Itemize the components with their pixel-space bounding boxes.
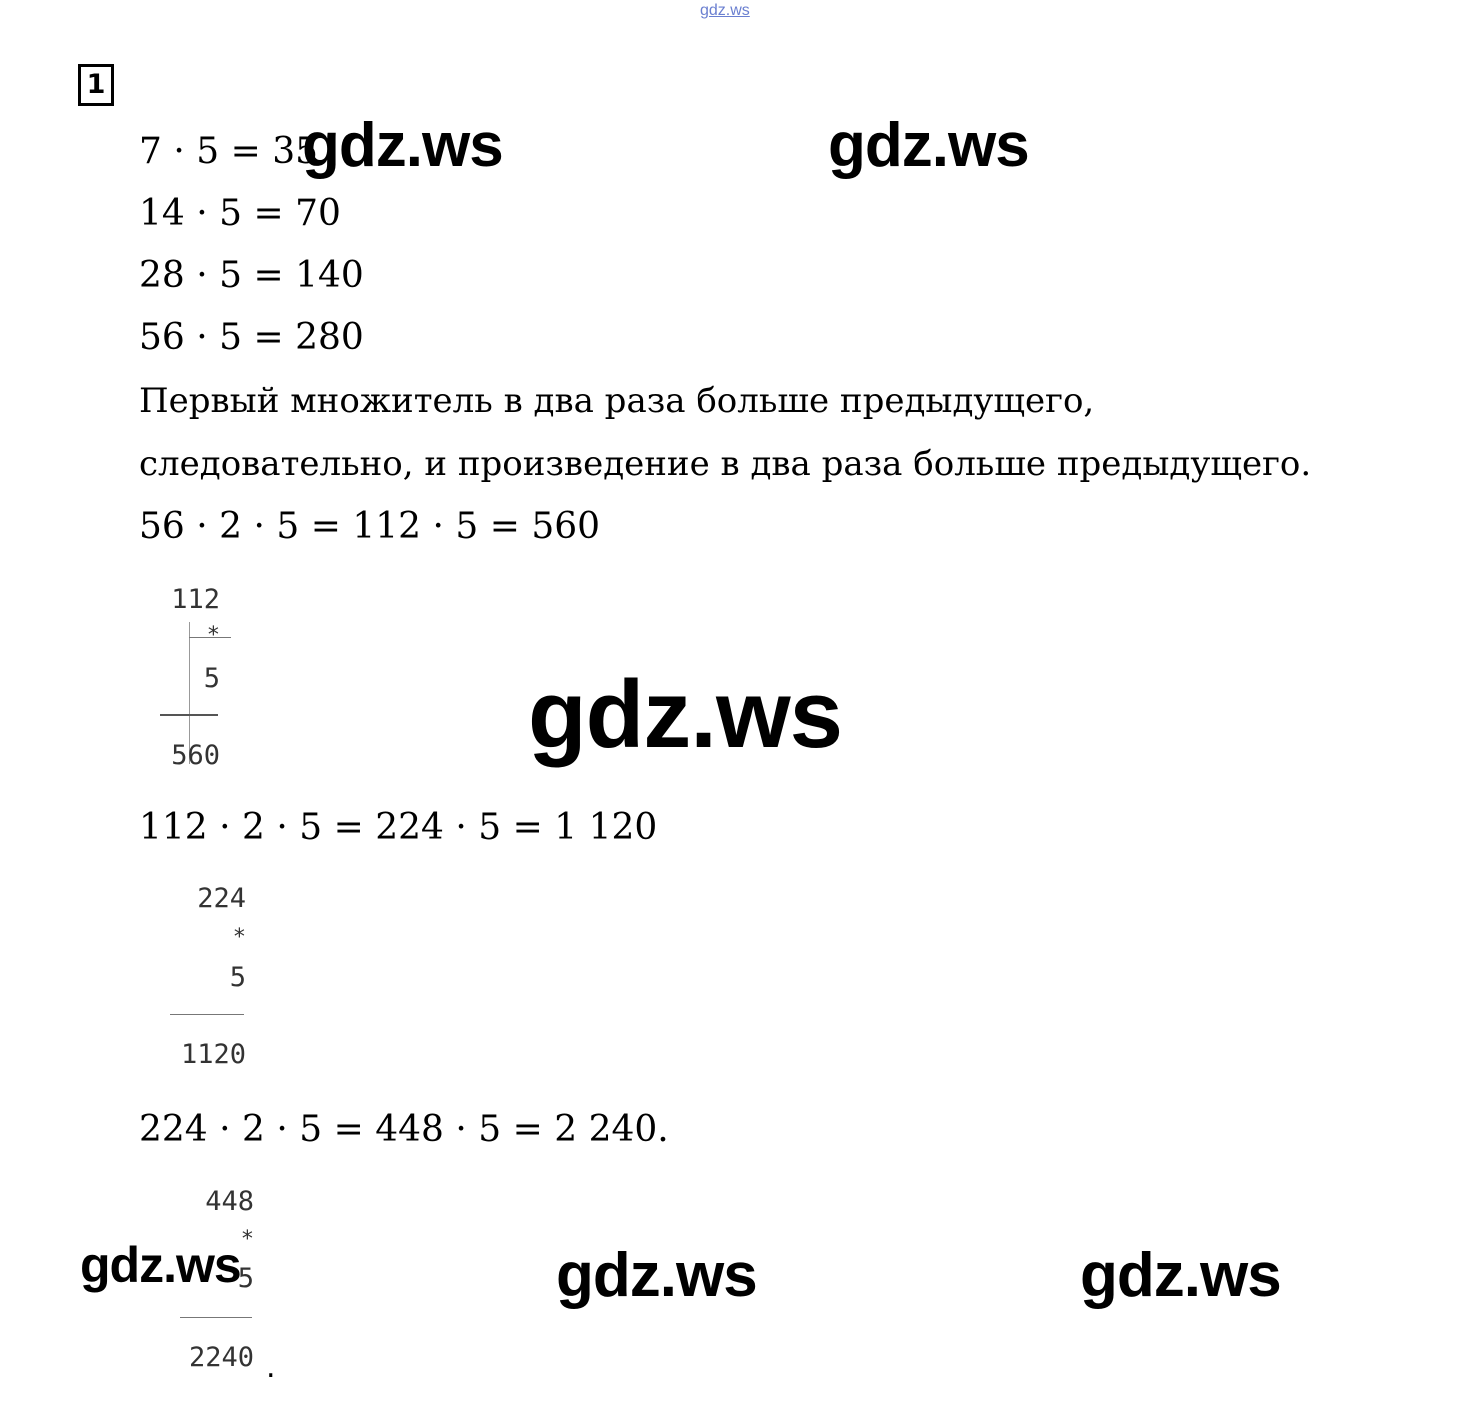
col3-divider bbox=[180, 1317, 252, 1318]
step-3-equation: 224 · 2 · 5 = 448 · 5 = 2 240. bbox=[139, 1109, 669, 1150]
watermark: gdz.ws bbox=[302, 111, 503, 180]
watermark: gdz.ws bbox=[828, 111, 1029, 180]
col3-top: 448 bbox=[205, 1186, 254, 1217]
top-watermark-link[interactable]: gdz.ws bbox=[700, 2, 750, 19]
col2-result: 1120 bbox=[180, 1039, 246, 1070]
explanation-line-2: следовательно, и произведение в два раза больше предыдущего. bbox=[139, 444, 1312, 484]
col3-end-period: . bbox=[266, 1350, 276, 1385]
watermark: gdz.ws bbox=[1080, 1241, 1281, 1310]
col2-bottom: 5 bbox=[229, 962, 246, 993]
col1-divider bbox=[160, 714, 218, 716]
col3-bottom: 5 bbox=[237, 1263, 254, 1294]
col3-result: 2240 bbox=[188, 1342, 254, 1373]
watermark: gdz.ws bbox=[528, 661, 843, 768]
equation-3: 28 · 5 = 140 bbox=[139, 255, 364, 296]
step-1-equation: 56 · 2 · 5 = 112 · 5 = 560 bbox=[139, 506, 601, 547]
col2-top: 224 bbox=[197, 883, 246, 914]
col1-top: 112 bbox=[171, 584, 220, 615]
task-number: 1 bbox=[78, 64, 114, 106]
col1-result: 560 bbox=[171, 740, 220, 771]
equation-1: 7 · 5 = 35 bbox=[139, 131, 318, 172]
col1-bottom: 5 bbox=[203, 663, 220, 694]
watermark: gdz.ws bbox=[556, 1241, 757, 1310]
equation-4: 56 · 5 = 280 bbox=[139, 317, 364, 358]
col2-divider bbox=[170, 1014, 244, 1015]
step-2-equation: 112 · 2 · 5 = 224 · 5 = 1 120 bbox=[139, 807, 658, 848]
watermark: gdz.ws bbox=[80, 1237, 241, 1293]
explanation-line-1: Первый множитель в два раза больше предыдущего, bbox=[139, 381, 1095, 421]
col1-operator: * bbox=[206, 623, 220, 648]
equation-2: 14 · 5 = 70 bbox=[139, 193, 341, 234]
col2-operator: * bbox=[232, 925, 246, 950]
col3-operator: * bbox=[240, 1227, 254, 1252]
